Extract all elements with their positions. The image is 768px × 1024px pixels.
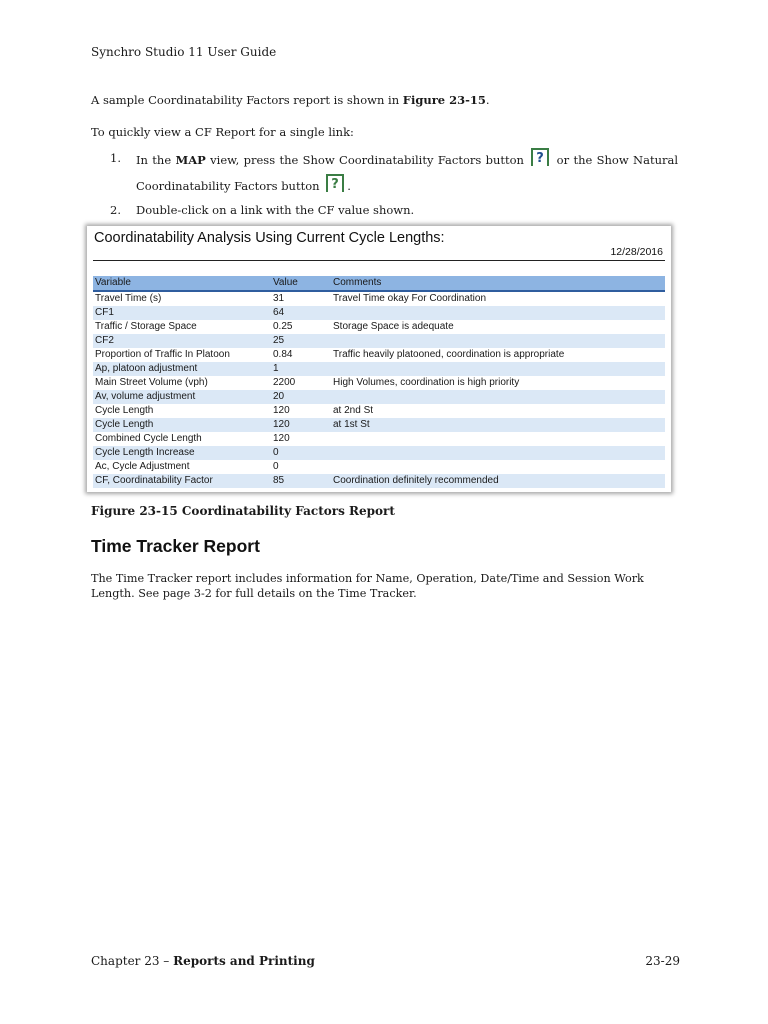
step-text: In the bbox=[136, 153, 176, 167]
table-row bbox=[93, 348, 665, 362]
table-row bbox=[93, 418, 665, 432]
cf-report-table bbox=[93, 276, 665, 488]
cell-comment: High Volumes, coordination is high priority bbox=[333, 377, 520, 388]
report-divider bbox=[93, 260, 665, 261]
intro-text: A sample Coordinatability Factors report is shown in bbox=[91, 93, 403, 107]
step-text: . bbox=[347, 179, 351, 193]
show-cf-icon bbox=[530, 146, 550, 168]
footer-chapter-name: Reports and Printing bbox=[173, 954, 315, 968]
cell-value: 0 bbox=[273, 461, 279, 472]
table-row bbox=[93, 404, 665, 418]
cell-value: 20 bbox=[273, 391, 285, 402]
list-item bbox=[110, 146, 678, 198]
cell-comment bbox=[331, 446, 665, 460]
show-natural-cf-icon bbox=[325, 172, 345, 194]
table-row bbox=[93, 474, 665, 488]
table-row bbox=[93, 390, 665, 404]
cell-comment: Travel Time okay For Coordination bbox=[333, 293, 487, 304]
cell-value: 120 bbox=[273, 419, 290, 430]
cell-value: 120 bbox=[273, 405, 290, 416]
intro-paragraph bbox=[91, 92, 490, 108]
cf-report-figure bbox=[87, 226, 671, 492]
cell-comment: at 1st St bbox=[333, 419, 370, 430]
cell-comment: Traffic heavily platooned, coordination is appropriate bbox=[333, 349, 565, 360]
cell-variable: Proportion of Traffic In Platoon bbox=[95, 349, 230, 360]
cell-value: 2200 bbox=[273, 377, 296, 388]
cell-value: 0.25 bbox=[273, 321, 293, 332]
cell-value: 120 bbox=[273, 433, 290, 444]
cell-variable: Ac, Cycle Adjustment bbox=[95, 461, 190, 472]
cell-variable: Ap, platoon adjustment bbox=[95, 363, 198, 374]
cell-variable: Av, volume adjustment bbox=[95, 391, 196, 402]
cell-variable: Travel Time (s) bbox=[95, 293, 162, 304]
table-row bbox=[93, 446, 665, 460]
table-row bbox=[93, 306, 665, 320]
cell-comment bbox=[331, 460, 665, 474]
cell-comment bbox=[331, 362, 665, 376]
cell-variable: Cycle Length Increase bbox=[95, 447, 195, 458]
quick-view-lead: To quickly view a CF Report for a single link: bbox=[91, 125, 354, 139]
footer-chapter bbox=[91, 954, 315, 968]
steps-list bbox=[110, 146, 678, 222]
table-row bbox=[93, 362, 665, 376]
cell-value: 85 bbox=[273, 475, 285, 486]
list-item bbox=[110, 198, 678, 222]
column-header-value: Value bbox=[273, 277, 298, 288]
section-title: Time Tracker Report bbox=[91, 536, 260, 556]
step-text: Coordinatability Factors button bbox=[136, 179, 324, 193]
cell-variable: CF1 bbox=[95, 307, 114, 318]
cell-value: 64 bbox=[273, 307, 285, 318]
cell-comment bbox=[331, 306, 665, 320]
cell-variable: CF2 bbox=[95, 335, 114, 346]
section-body: The Time Tracker report includes information for Name, Operation, Date/Time and Session Work Length. See page 3-2 for full details on the Time Tracker. bbox=[91, 572, 644, 600]
table-row bbox=[93, 432, 665, 446]
cell-value: 0 bbox=[273, 447, 279, 458]
step-text: Double-click on a link with the CF value shown. bbox=[136, 203, 415, 217]
step-text: or the Show Natural bbox=[552, 153, 679, 167]
figure-reference: Figure 23-15 bbox=[402, 93, 486, 107]
cell-variable: Cycle Length bbox=[95, 419, 154, 430]
report-date: 12/28/2016 bbox=[610, 246, 663, 258]
intro-period: . bbox=[485, 93, 490, 107]
step-text: view, press the Show Coordinatability Factors button bbox=[205, 153, 529, 167]
svg-text:?: ? bbox=[331, 177, 339, 192]
cell-value: 1 bbox=[273, 363, 279, 374]
map-view-label: MAP bbox=[175, 153, 206, 167]
cell-value: 31 bbox=[273, 293, 285, 304]
step-line bbox=[136, 172, 678, 198]
figure-caption: Figure 23-15 Coordinatability Factors Report bbox=[91, 504, 395, 518]
cell-value: 25 bbox=[273, 335, 285, 346]
cell-variable: Cycle Length bbox=[95, 405, 154, 416]
cell-value: 0.84 bbox=[273, 349, 293, 360]
cell-comment: Coordination definitely recommended bbox=[333, 475, 499, 486]
column-header-comments: Comments bbox=[333, 277, 382, 288]
cell-variable: Main Street Volume (vph) bbox=[95, 377, 208, 388]
cell-comment bbox=[331, 390, 665, 404]
svg-text:?: ? bbox=[536, 151, 545, 166]
table-row bbox=[93, 376, 665, 390]
table-row bbox=[93, 320, 665, 334]
table-row bbox=[93, 334, 665, 348]
step-line bbox=[136, 146, 678, 172]
cell-variable: Traffic / Storage Space bbox=[95, 321, 197, 332]
table-header-row bbox=[93, 276, 665, 291]
page-number: 23-29 bbox=[645, 954, 680, 968]
cell-comment: Storage Space is adequate bbox=[333, 321, 454, 332]
footer-chapter-prefix: Chapter 23 – bbox=[91, 954, 174, 968]
cell-comment bbox=[331, 432, 665, 446]
column-header-variable: Variable bbox=[95, 277, 131, 288]
cell-comment: at 2nd St bbox=[333, 405, 374, 416]
step-number: 1. bbox=[110, 151, 121, 165]
table-row bbox=[93, 460, 665, 474]
cell-variable: Combined Cycle Length bbox=[95, 433, 202, 444]
table-row bbox=[93, 291, 665, 306]
report-title: Coordinatability Analysis Using Current Cycle Lengths: bbox=[94, 230, 445, 246]
running-header: Synchro Studio 11 User Guide bbox=[91, 45, 277, 59]
step-number: 2. bbox=[110, 203, 121, 217]
cell-variable: CF, Coordinatability Factor bbox=[95, 475, 213, 486]
cell-comment bbox=[331, 334, 665, 348]
